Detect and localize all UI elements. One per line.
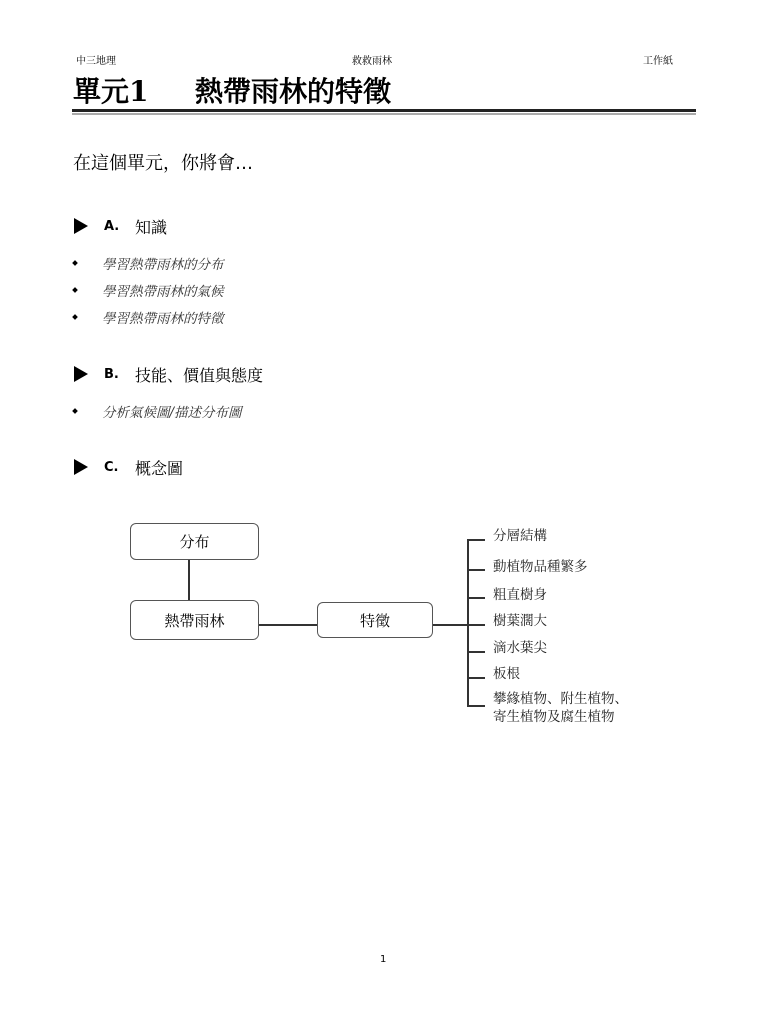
page-number: 1 (380, 954, 387, 965)
list-item (73, 307, 224, 327)
characteristic-item: 樹葉濶大 (493, 613, 547, 629)
triangle-arrow-icon (74, 459, 88, 475)
title-rule-thick (72, 109, 696, 112)
header-doc-type: 工作紙 (643, 56, 673, 67)
characteristic-item: 攀緣植物、附生植物、 (493, 691, 628, 707)
characteristic-item: 板根 (493, 666, 520, 682)
characteristic-item: 滴水葉尖 (493, 640, 547, 656)
list-item (73, 401, 242, 421)
diamond-bullet-icon (72, 408, 78, 414)
characteristic-item: 粗直樹身 (493, 587, 547, 603)
section-a-heading (74, 215, 167, 237)
section-letter: C. (104, 459, 119, 475)
section-title: 概念圖 (135, 458, 184, 478)
section-title: 技能、價值與態度 (135, 365, 264, 385)
triangle-arrow-icon (74, 218, 88, 234)
header-subject: 中三地理 (76, 56, 116, 67)
bracket-spine (467, 539, 469, 706)
section-letter: B. (104, 366, 119, 382)
bracket-tick (467, 597, 485, 599)
box-rainforest: 熱帶雨林 (130, 600, 259, 640)
list-item-text: 分析氣候圖/描述分布圖 (102, 405, 242, 421)
list-item (73, 253, 224, 273)
intro-text: 在這個單元，你將會… (73, 153, 253, 174)
connector-line (432, 624, 468, 626)
characteristic-item: 寄生植物及腐生植物 (493, 709, 615, 725)
box-characteristics: 特徵 (317, 602, 433, 638)
list-item-text: 學習熱帶雨林的氣候 (102, 284, 224, 300)
diamond-bullet-icon (72, 314, 78, 320)
title-rule-thin (72, 113, 696, 115)
section-title: 知識 (135, 217, 168, 237)
list-item (73, 280, 224, 300)
list-item-text: 學習熱帶雨林的特徵 (102, 311, 224, 327)
triangle-arrow-icon (74, 366, 88, 382)
bracket-tick (467, 651, 485, 653)
list-item-text: 學習熱帶雨林的分布 (102, 257, 224, 273)
box-distribution: 分布 (130, 523, 259, 560)
bracket-tick (467, 569, 485, 571)
characteristic-item: 分層結構 (493, 528, 547, 544)
connector-line (258, 624, 318, 626)
bracket-tick (467, 539, 485, 541)
header-topic: 救救雨林 (352, 56, 392, 67)
connector-line (188, 559, 190, 601)
bracket-tick (467, 677, 485, 679)
bracket-tick (467, 624, 485, 626)
section-letter: A. (104, 218, 120, 234)
unit-number: 單元1 (73, 75, 149, 108)
characteristic-item: 動植物品種繁多 (493, 559, 588, 575)
section-c-heading (74, 456, 183, 478)
bracket-tick (467, 705, 485, 707)
unit-title: 熱帶雨林的特徵 (195, 75, 392, 108)
diamond-bullet-icon (72, 287, 78, 293)
diamond-bullet-icon (72, 260, 78, 266)
section-b-heading (74, 363, 263, 385)
page-title (73, 70, 391, 110)
